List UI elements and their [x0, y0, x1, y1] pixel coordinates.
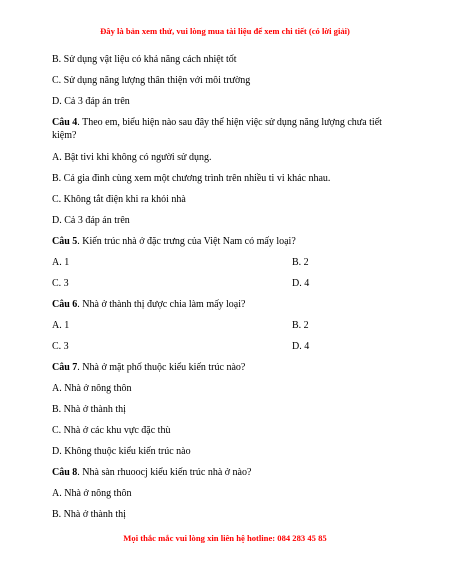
header-notice: Đây là bản xem thử, vui lòng mua tài liệu để xem chi tiết (có lời giải)	[100, 26, 350, 36]
q4-option-c: C. Không tắt điện khi ra khỏi nhà	[52, 194, 186, 205]
q8-option-b: B. Nhà ở thành thị	[52, 509, 126, 520]
question-4-text: . Theo em, biểu hiện nào sau đây thể hiện việc sử dụng năng lượng chưa tiết kiệm?	[52, 117, 382, 141]
question-8-text: . Nhà sàn rhuoocj kiểu kiến trúc nhà ở nào?	[77, 467, 252, 478]
q4-option-d: D. Cả 3 đáp án trên	[52, 215, 130, 226]
q5-option-d: D. 4	[292, 278, 310, 289]
question-7-text: . Nhà ở mặt phố thuộc kiểu kiến trúc nào?	[77, 362, 246, 373]
q6-option-d: D. 4	[292, 341, 310, 352]
question-7	[52, 361, 245, 374]
question-4-label: Câu 4	[52, 117, 78, 128]
q7-option-b: B. Nhà ở thành thị	[52, 404, 126, 415]
q4-option-b: B. Cả gia đình cùng xem một chương trình trên nhiều ti vi khác nhau.	[52, 173, 331, 184]
question-5	[52, 235, 296, 248]
q4-option-a: A. Bật tivi khi không có người sử dụng.	[52, 152, 212, 163]
q5-option-c: C. 3	[52, 278, 69, 289]
q7-option-c: C. Nhà ở các khu vực đặc thù	[52, 425, 171, 436]
q6-option-b: B. 2	[292, 320, 309, 331]
prev-option-b: B. Sử dụng vật liệu có khả năng cách nhiệt tốt	[52, 54, 237, 65]
question-7-label: Câu 7	[52, 362, 78, 373]
question-5-label: Câu 5	[52, 236, 78, 247]
q7-option-d: D. Không thuộc kiểu kiến trúc nào	[52, 446, 191, 457]
prev-option-d: D. Cả 3 đáp án trên	[52, 96, 130, 107]
question-8	[52, 466, 251, 479]
q5-option-b: B. 2	[292, 257, 309, 268]
prev-option-c: C. Sử dụng năng lượng thân thiện với môi trường	[52, 75, 251, 86]
q7-option-a: A. Nhà ở nông thôn	[52, 383, 132, 394]
question-5-text: . Kiến trúc nhà ở đặc trưng của Việt Nam có mấy loại?	[77, 236, 296, 247]
question-4	[52, 116, 404, 142]
question-6-text: . Nhà ở thành thị được chia làm mấy loại?	[77, 299, 246, 310]
q8-option-a: A. Nhà ở nông thôn	[52, 488, 132, 499]
question-6	[52, 298, 245, 311]
q6-option-c: C. 3	[52, 341, 69, 352]
question-6-label: Câu 6	[52, 299, 78, 310]
q6-option-a: A. 1	[52, 320, 70, 331]
q5-option-a: A. 1	[52, 257, 70, 268]
question-8-label: Câu 8	[52, 467, 78, 478]
footer-notice: Mọi thắc mắc vui lòng xin liên hệ hotline: 084 283 45 85	[123, 533, 327, 543]
